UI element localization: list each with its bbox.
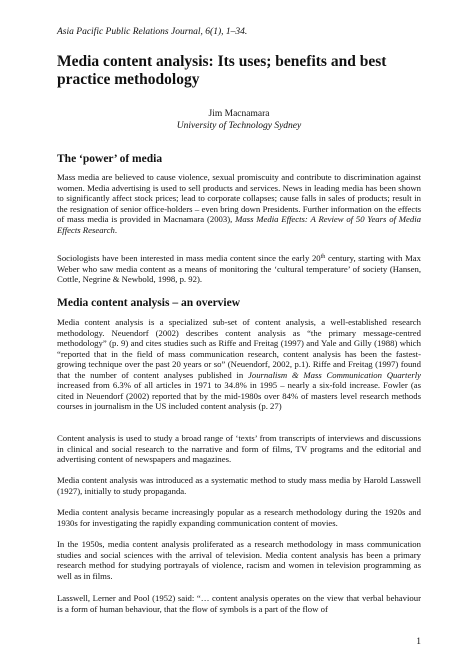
paragraph-text-end: century, starting with Max Weber who saw media content as a means of monitoring the ‘cultural temperature’ of society (Hansen, Cottle, Negrine & Newbold, 1998, p. 92).	[57, 253, 421, 284]
journal-volume: , 6(1), 1–34.	[200, 27, 248, 37]
journal-name: Asia Pacific Public Relations Journal	[57, 27, 201, 37]
paragraph-text: Sociologists have been interested in mass media content since the early 20	[57, 253, 321, 263]
paragraph-movies: Media content analysis became increasingly popular as a research methodology during the 1920s and 1930s for investigating the rapidly expanding communication content of movies.	[57, 507, 421, 528]
author-name: Jim Macnamara	[208, 109, 270, 119]
paragraph-lasswell-1927: Media content analysis was introduced as a systematic method to study mass media by Harold Lasswell (1927), initially to study propaganda.	[57, 475, 421, 496]
journal-title: Journalism & Mass Communication Quarterly	[248, 369, 421, 380]
paragraph-texts-studied: Content analysis is used to study a broad range of ‘texts’ from transcripts of interviews and discussions in clinical and social research to the narrative and form of films, TV programs and the editorial and advertising content of newspapers and magazines.	[57, 433, 421, 464]
paragraph-television: In the 1950s, media content analysis proliferated as a research methodology in mass communication studies and social sciences with the arrival of television. Media content analysis has been a primary research method for studying portrayals of violence, racism and women in television programming as well as in films.	[57, 539, 421, 581]
paragraph-lasswell-1952: Lasswell, Lerner and Pool (1952) said: “… content analysis operates on the view that verbal behaviour is a form of human behaviour, that the flow of symbols is a part of the flow of	[57, 593, 421, 614]
paragraph-sociologists	[57, 253, 421, 285]
paragraph-media-effects	[57, 172, 421, 235]
book-title: Mass Media Effects: A Review of 50 Years of Media Effects Research	[57, 214, 421, 235]
article-title: Media content analysis: Its uses; benefits and best practice methodology	[57, 53, 387, 88]
journal-citation	[57, 26, 417, 38]
page-number: 1	[416, 637, 421, 647]
superscript-th: th	[320, 254, 326, 260]
author-affiliation: University of Technology Sydney	[176, 121, 302, 131]
paragraph-text: Mass media are believed to cause violence, sexual promiscuity and contribute to discrimination against women. Media advertising is used to sell products and services. News in leading media has been shown to significantly affect stock prices; lead to corporate collapses; cause falls in sales of products; result in the resignation of senior office-holders – even bring down Presidents. Further information on the effects of mass media is provided in Macnamara (2003),	[57, 172, 421, 224]
section-heading-power-of-media: The ‘power’ of media	[57, 153, 163, 165]
paragraph-overview	[57, 317, 421, 412]
paragraph-text: Media content analysis is a specialized sub-set of content analysis, a well-established research methodology. Neuendorf (2002) describes content analysis as “the primary message-centred methodology” (p. 9) and cites studies such as Riffe and Freitag (1997) and Yale and Gilly (1988) which “reported that in the field of mass communication research, content analysis has been the fastest-growing technique over the past 20 years or so” (Neuendorf, 2002, p.1). Riffe and Freitag (1997) found that the number of content analyses published in	[57, 317, 421, 380]
section-heading-overview: Media content analysis – an overview	[57, 297, 241, 309]
paragraph-text-end: .	[114, 224, 117, 235]
paragraph-text-end: increased from 6.3% of all articles in 1971 to 34.8% in 1995 – nearly a six-fold increase. Fowler (as cited in Neuendorf (2002) reported that by the mid-1980s over 84% of masters level research methods courses in journalism in the US included content analysis (p. 27)	[57, 380, 421, 411]
